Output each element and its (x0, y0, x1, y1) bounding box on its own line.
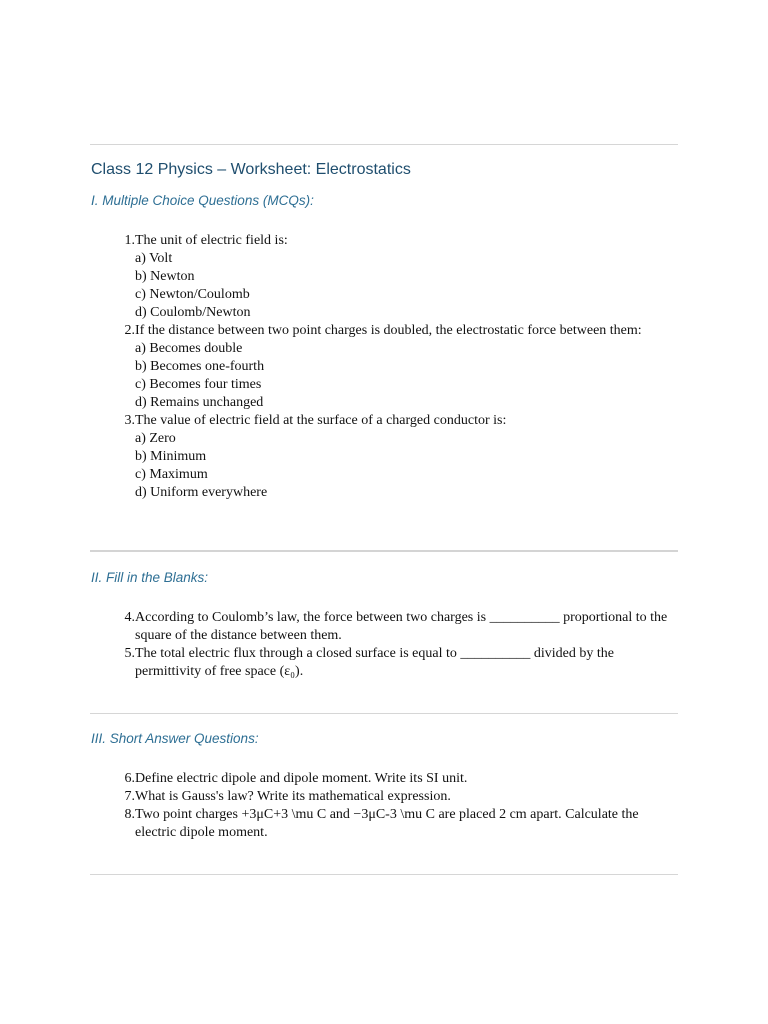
answer-option: b) Newton (135, 269, 195, 284)
section-heading-mcq: I. Multiple Choice Questions (MCQs): (91, 193, 314, 208)
section-divider (90, 713, 678, 714)
answer-option: c) Maximum (135, 467, 208, 482)
question-text: The unit of electric field is: (135, 233, 288, 248)
question-item (108, 645, 678, 681)
question-text: The total electric flux through a closed surface is equal to __________ divided by the permittivity of free space (ε₀). (135, 646, 614, 679)
section-heading-fill-blanks: II. Fill in the Blanks: (91, 570, 209, 585)
question-item (108, 806, 678, 842)
question-number: 6. (124, 771, 135, 786)
answer-option: a) Volt (135, 251, 173, 266)
answer-option: d) Remains unchanged (135, 395, 264, 410)
mcq-question-list (108, 232, 678, 502)
question-item (108, 322, 678, 412)
question-number: 8. (124, 807, 135, 822)
question-item (108, 232, 678, 322)
page-title: Class 12 Physics – Worksheet: Electrostatics (91, 161, 411, 178)
answer-option: b) Minimum (135, 449, 207, 464)
short-answer-question-list (108, 770, 678, 842)
question-item (108, 770, 678, 788)
question-number: 1. (124, 233, 135, 248)
fill-blanks-question-list (108, 609, 678, 681)
question-text: According to Coulomb’s law, the force between two charges is __________ proportional to the square of the distance between them. (135, 610, 668, 643)
question-item (108, 609, 678, 645)
answer-option: d) Coulomb/Newton (135, 305, 251, 320)
question-text: If the distance between two point charges is doubled, the electrostatic force between them: (135, 323, 642, 338)
question-text: What is Gauss's law? Write its mathematical expression. (135, 789, 451, 804)
question-text: Define electric dipole and dipole moment. Write its SI unit. (135, 771, 468, 786)
question-item (108, 788, 678, 806)
answer-option: a) Becomes double (135, 341, 243, 356)
top-divider (90, 144, 678, 145)
section-heading-short-answer: III. Short Answer Questions: (91, 731, 259, 746)
question-text: Two point charges +3μC+3 \mu C and −3μC-3 \mu C are placed 2 cm apart. Calculate the electric dipole moment. (135, 807, 639, 840)
question-item (108, 412, 678, 502)
answer-option: c) Newton/Coulomb (135, 287, 250, 302)
bottom-divider (90, 874, 678, 875)
question-text: The value of electric field at the surface of a charged conductor is: (135, 413, 507, 428)
answer-option: d) Uniform everywhere (135, 485, 268, 500)
question-number: 7. (124, 789, 135, 804)
question-number: 4. (124, 610, 135, 625)
answer-option: b) Becomes one-fourth (135, 359, 265, 374)
answer-option: a) Zero (135, 431, 176, 446)
answer-option: c) Becomes four times (135, 377, 262, 392)
question-number: 5. (124, 646, 135, 661)
question-number: 2. (124, 323, 135, 338)
section-divider (90, 550, 678, 552)
question-number: 3. (124, 413, 135, 428)
